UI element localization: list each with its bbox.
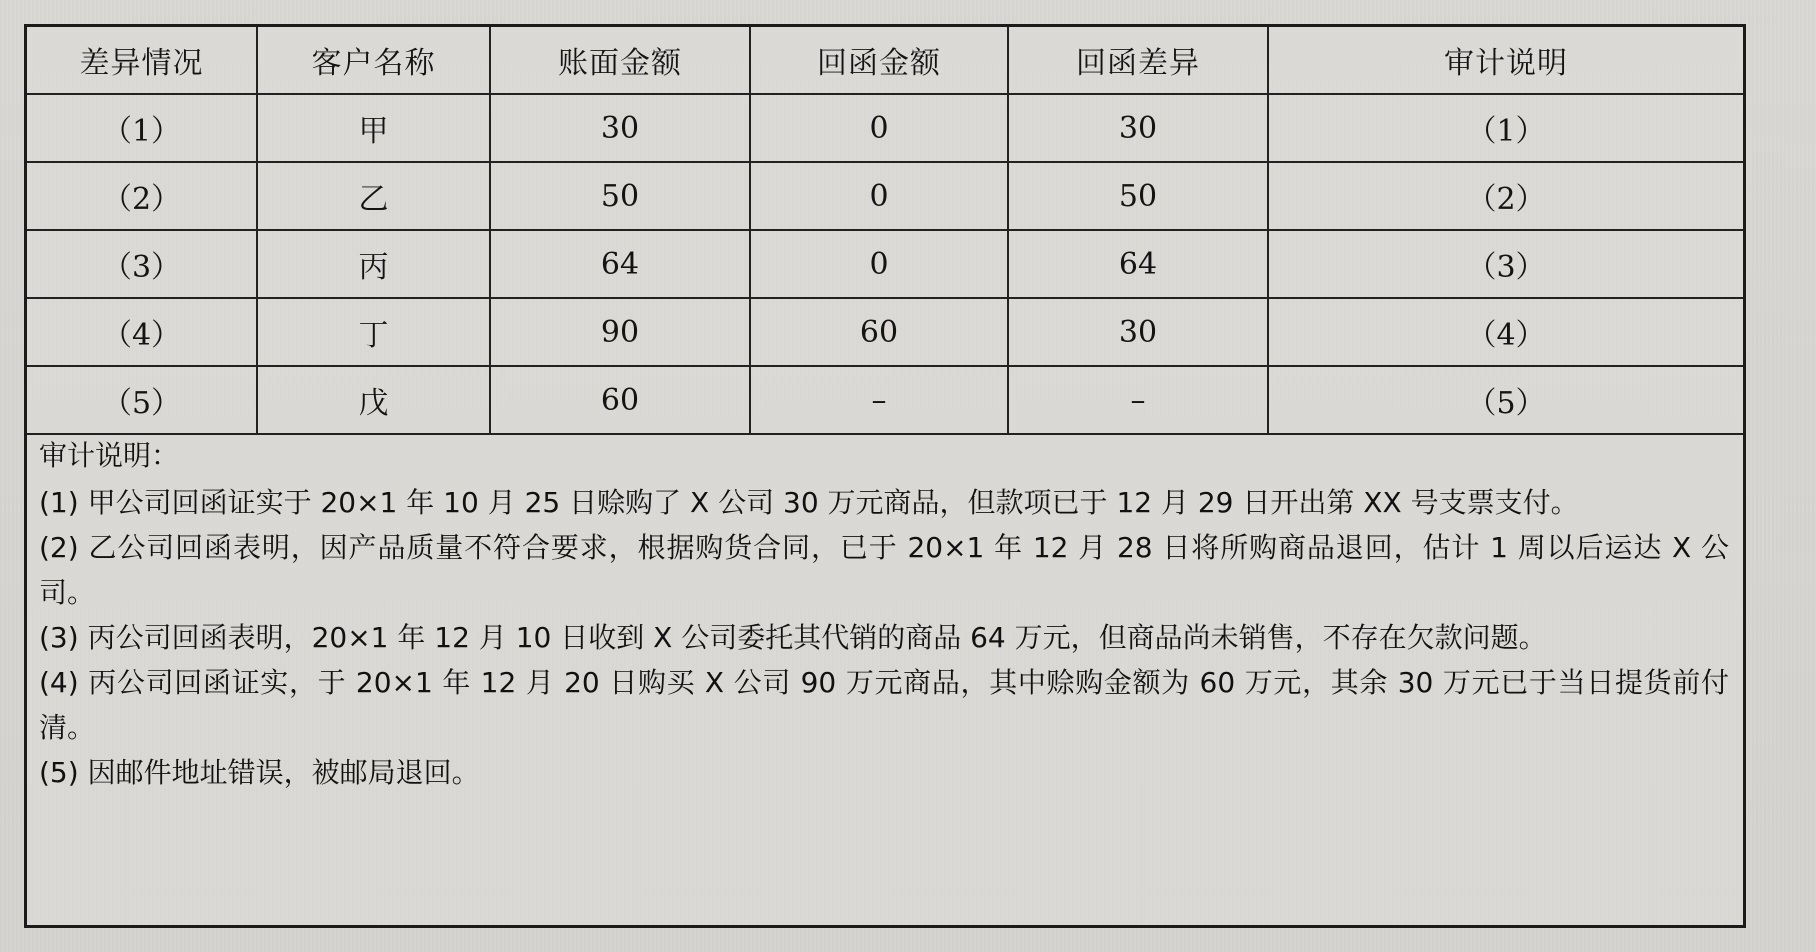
table-row	[27, 366, 1743, 434]
cell-reply-amount: 0	[750, 162, 1008, 230]
cell-reply-amount: –	[750, 366, 1008, 434]
header-reply-amount: 回函金额	[750, 27, 1008, 94]
table-header-row	[27, 27, 1743, 94]
cell-book-amount: 90	[490, 298, 750, 366]
audit-notes	[39, 433, 1729, 795]
audit-note-4: (4) 丙公司回函证实，于 20×1 年 12 月 20 日购买 X 公司 90 万元商品，其中赊购金额为 60 万元，其余 30 万元已于当日提货前付清。	[39, 666, 1729, 744]
cell-book-amount: 64	[490, 230, 750, 298]
cell-audit-note: （2）	[1268, 162, 1743, 230]
cell-book-amount: 30	[490, 94, 750, 162]
cell-difference: （4）	[27, 298, 257, 366]
cell-difference: （2）	[27, 162, 257, 230]
header-difference: 差异情况	[27, 27, 257, 94]
audit-note-3: (3) 丙公司回函表明，20×1 年 12 月 10 日收到 X 公司委托其代销的商品 64 万元，但商品尚未销售，不存在欠款问题。	[39, 621, 1547, 654]
table-row	[27, 298, 1743, 366]
audit-confirmation-frame	[24, 24, 1746, 928]
cell-reply-difference: 30	[1008, 94, 1268, 162]
confirmation-table	[27, 27, 1743, 435]
cell-book-amount: 60	[490, 366, 750, 434]
table-row	[27, 162, 1743, 230]
cell-audit-note: （1）	[1268, 94, 1743, 162]
cell-audit-note: （5）	[1268, 366, 1743, 434]
cell-reply-amount: 60	[750, 298, 1008, 366]
cell-customer: 乙	[257, 162, 490, 230]
cell-reply-amount: 0	[750, 230, 1008, 298]
cell-reply-amount: 0	[750, 94, 1008, 162]
cell-reply-difference: –	[1008, 366, 1268, 434]
cell-customer: 丁	[257, 298, 490, 366]
table-row	[27, 94, 1743, 162]
audit-note-1: (1) 甲公司回函证实于 20×1 年 10 月 25 日赊购了 X 公司 30 万元商品，但款项已于 12 月 29 日开出第 XX 号支票支付。	[39, 486, 1579, 519]
cell-customer: 戊	[257, 366, 490, 434]
cell-reply-difference: 30	[1008, 298, 1268, 366]
cell-audit-note: （3）	[1268, 230, 1743, 298]
audit-notes-label: 审计说明：	[39, 439, 180, 472]
table-row	[27, 230, 1743, 298]
cell-reply-difference: 50	[1008, 162, 1268, 230]
cell-reply-difference: 64	[1008, 230, 1268, 298]
cell-book-amount: 50	[490, 162, 750, 230]
cell-audit-note: （4）	[1268, 298, 1743, 366]
header-customer: 客户名称	[257, 27, 490, 94]
cell-customer: 甲	[257, 94, 490, 162]
cell-difference: （1）	[27, 94, 257, 162]
audit-note-2: (2) 乙公司回函表明，因产品质量不符合要求，根据购货合同，已于 20×1 年 12 月 28 日将所购商品退回，估计 1 周以后运达 X 公司。	[39, 531, 1729, 609]
cell-customer: 丙	[257, 230, 490, 298]
header-book-amount: 账面金额	[490, 27, 750, 94]
header-audit-note: 审计说明	[1268, 27, 1743, 94]
audit-note-5: (5) 因邮件地址错误，被邮局退回。	[39, 756, 480, 789]
header-reply-difference: 回函差异	[1008, 27, 1268, 94]
cell-difference: （3）	[27, 230, 257, 298]
cell-difference: （5）	[27, 366, 257, 434]
